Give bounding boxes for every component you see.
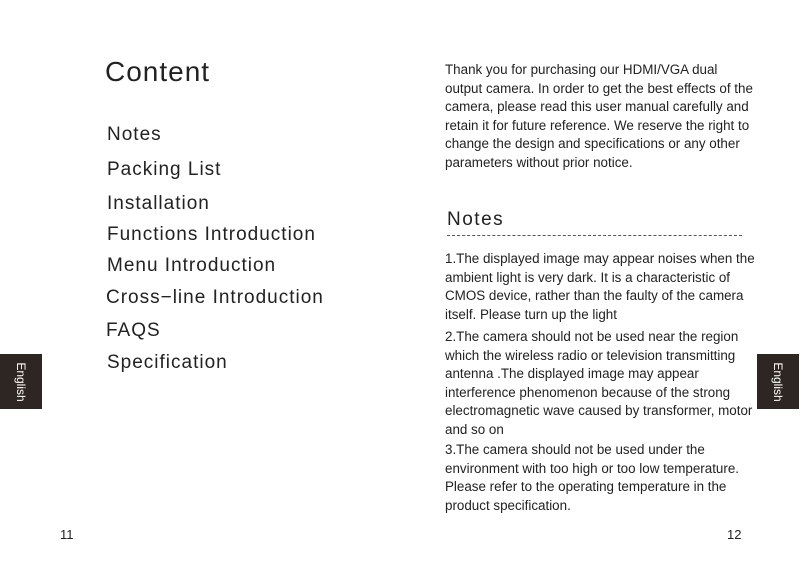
language-tab-label: English [14, 361, 28, 402]
contents-title: Content [105, 56, 211, 87]
page-number-left: 11 [60, 527, 74, 542]
toc-item-packing-list[interactable]: Packing List [107, 159, 222, 180]
notes-heading: Notes [447, 209, 505, 230]
toc-item-specification[interactable]: Specification [107, 352, 228, 373]
language-tab-left [0, 354, 42, 409]
language-tab-label: English [771, 361, 785, 402]
note-item-2: 2.The camera should not be used near the region which the wireless radio or television transmitting antenna .The displayed image may appear interference phenomenon because of the strong electromagnetic wave caused by transformer, motor and so on [445, 329, 753, 437]
language-tab-right [757, 354, 799, 409]
page-number-right: 12 [727, 527, 742, 542]
intro-paragraph: Thank you for purchasing our HDMI/VGA dual output camera. In order to get the best effects of the camera, please read this user manual carefully and retain it for future reference. We reserve the right to change the design and specifications or any other parameters without prior notice. [445, 62, 753, 170]
toc-item-notes[interactable]: Notes [107, 124, 162, 145]
note-item-3: 3.The camera should not be used under the environment with too high or too low temperature. Please refer to the operating temperature in the product specification. [445, 442, 740, 513]
toc-item-functions-introduction[interactable]: Functions Introduction [107, 224, 316, 245]
toc-item-installation[interactable]: Installation [107, 193, 210, 214]
note-item-1: 1.The displayed image may appear noises when the ambient light is very dark. It is a characteristic of CMOS device, rather than the faulty of the camera itself. Please turn up the light [445, 251, 755, 322]
toc-item-menu-introduction[interactable]: Menu Introduction [107, 255, 277, 276]
notes-divider [447, 235, 742, 236]
toc-item-cross-line-introduction[interactable]: Cross−line Introduction [106, 287, 324, 308]
toc-item-faqs[interactable]: FAQS [106, 320, 161, 341]
